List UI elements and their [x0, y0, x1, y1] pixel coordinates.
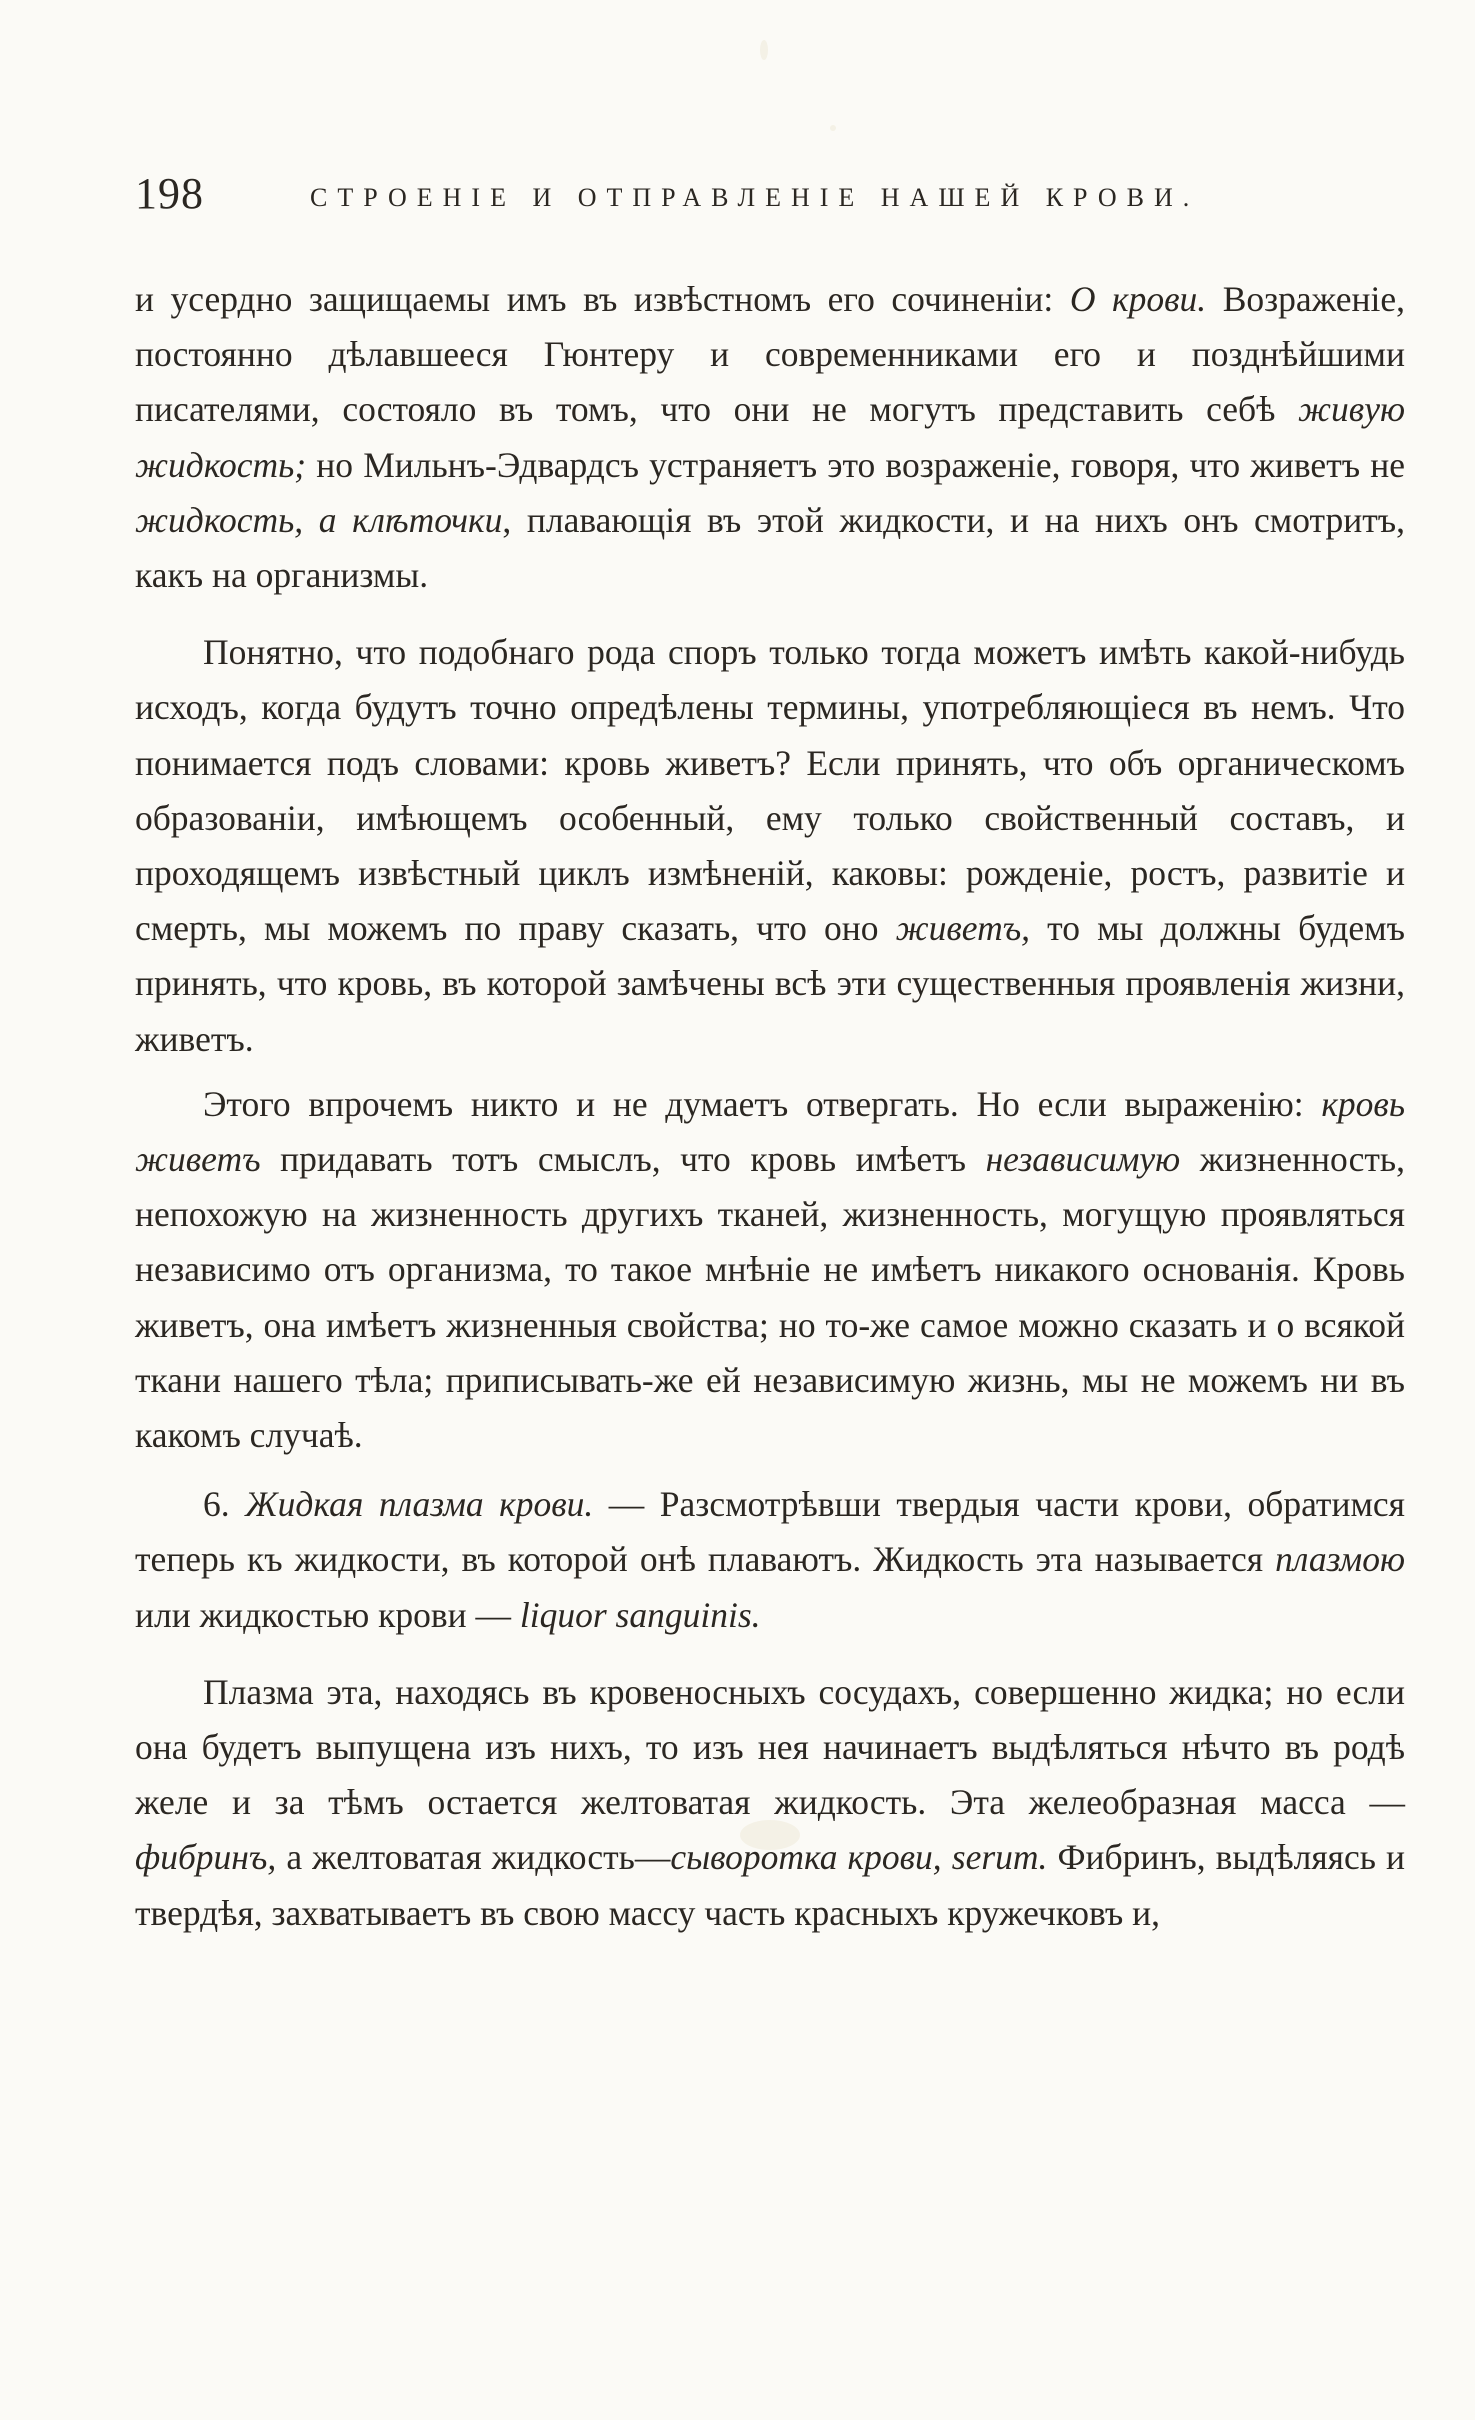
text-segment: и усердно защищаемы имъ въ извѣстномъ его сочиненіи: — [135, 279, 1070, 319]
text-segment: Понятно, что подобнаго рода споръ только тогда можетъ имѣть какой-нибудь исходъ, когда будутъ точно опредѣлены термины, употребляющіеся въ немъ. Что понимается подъ словами: кровь живетъ? Если принять, что объ органическомъ образованіи, имѣющемъ особенный, ему только свойственный составъ, и проходящемъ извѣстный циклъ измѣненій, каковы: рожденіе, ростъ, развитіе и смерть, мы можемъ по праву сказать, что оно — [135, 632, 1405, 949]
latin-term: liquor sanguinis. — [519, 1594, 761, 1635]
paper-stain — [830, 125, 836, 131]
text-segment-italic: кровь живетъ — [135, 1083, 1405, 1180]
text-segment: — Разсмотрѣвши твердыя части крови, обратимся теперь къ жидкости, въ которой онѣ плаваютъ. Жидкость эта называется — [135, 1484, 1405, 1580]
running-title: СТРОЕНІЕ И ОТПРАВЛЕНІЕ НАШЕЙ КРОВИ. — [310, 183, 1200, 212]
paragraph-3 — [135, 1077, 1405, 1463]
page-number: 198 — [135, 169, 204, 218]
text-segment-italic: фибринъ, — [135, 1837, 277, 1878]
text-segment: Этого впрочемъ никто и не думаетъ отвергать. Но если выраженію: — [203, 1083, 1322, 1124]
text-segment: , плавающія въ этой жидкости, и на нихъ онъ смотритъ, какъ на организмы. — [135, 499, 1405, 596]
text-segment: Плазма эта, находясь въ кровеносныхъ сосудахъ, совершенно жидка; но если она будетъ выпущена изъ нихъ, то изъ нея начинаетъ выдѣляться нѣчто въ родѣ желе и за тѣмъ остается желтоватая жидкость. Эта желеобразная масса — — [135, 1671, 1405, 1823]
page-header — [135, 168, 1405, 228]
paragraph-1 — [135, 272, 1405, 603]
text-segment-italic: жидкость, а клѣточки — [135, 499, 503, 540]
text-segment: то мы должны будемъ принять, что кровь, въ которой замѣчены всѣ эти существенныя проявленія жизни, живетъ. — [135, 908, 1405, 1059]
paragraph-5 — [135, 1665, 1405, 1941]
text-segment: Возраженіе, постоянно дѣлавшееся Гюнтеру и современниками его и позднѣйшими писателями, состояло въ томъ, что они не могутъ представить себѣ — [135, 279, 1405, 430]
text-segment: но Мильнъ-Эдвардсъ устраняетъ это возраженіе, говоря, что живетъ не — [306, 444, 1405, 485]
body-text — [135, 272, 1405, 1941]
text-segment: Фибринъ, выдѣляясь и твердѣя, захватываетъ въ свою массу часть красныхъ кружечковъ и, — [135, 1837, 1406, 1933]
section-number: 6. — [203, 1484, 246, 1525]
paragraph-4-section-6 — [135, 1477, 1405, 1643]
text-segment-italic: живую жидкость; — [135, 389, 1405, 485]
text-segment: а желтоватая жидкость— — [276, 1837, 671, 1878]
section-heading: Жидкая плазма крови. — [245, 1484, 594, 1525]
text-segment-italic: О крови. — [1069, 279, 1207, 319]
paragraph-2 — [135, 625, 1405, 1067]
text-segment-italic: независимую — [985, 1139, 1181, 1180]
text-segment-italic: живетъ, — [895, 908, 1031, 949]
text-segment-italic: плазмою — [1275, 1539, 1405, 1580]
text-segment: жизненность, непохожую на жизненность другихъ тканей, жизненность, могущую проявляться независимо отъ организма, то такое мнѣніе не имѣетъ никакого основанія. Кровь живетъ, она имѣетъ жизненныя свойства; но то-же самое можно сказать и о всякой ткани нашего тѣла; приписывать-же ей независимую жизнь, мы не можемъ ни въ какомъ случаѣ. — [135, 1139, 1405, 1456]
text-segment: или жидкостью крови — — [135, 1594, 520, 1635]
text-segment: придавать тотъ смыслъ, что кровь имѣетъ — [260, 1139, 986, 1180]
paper-stain — [760, 40, 768, 60]
text-segment-italic: сыворотка крови, serum. — [670, 1837, 1048, 1878]
